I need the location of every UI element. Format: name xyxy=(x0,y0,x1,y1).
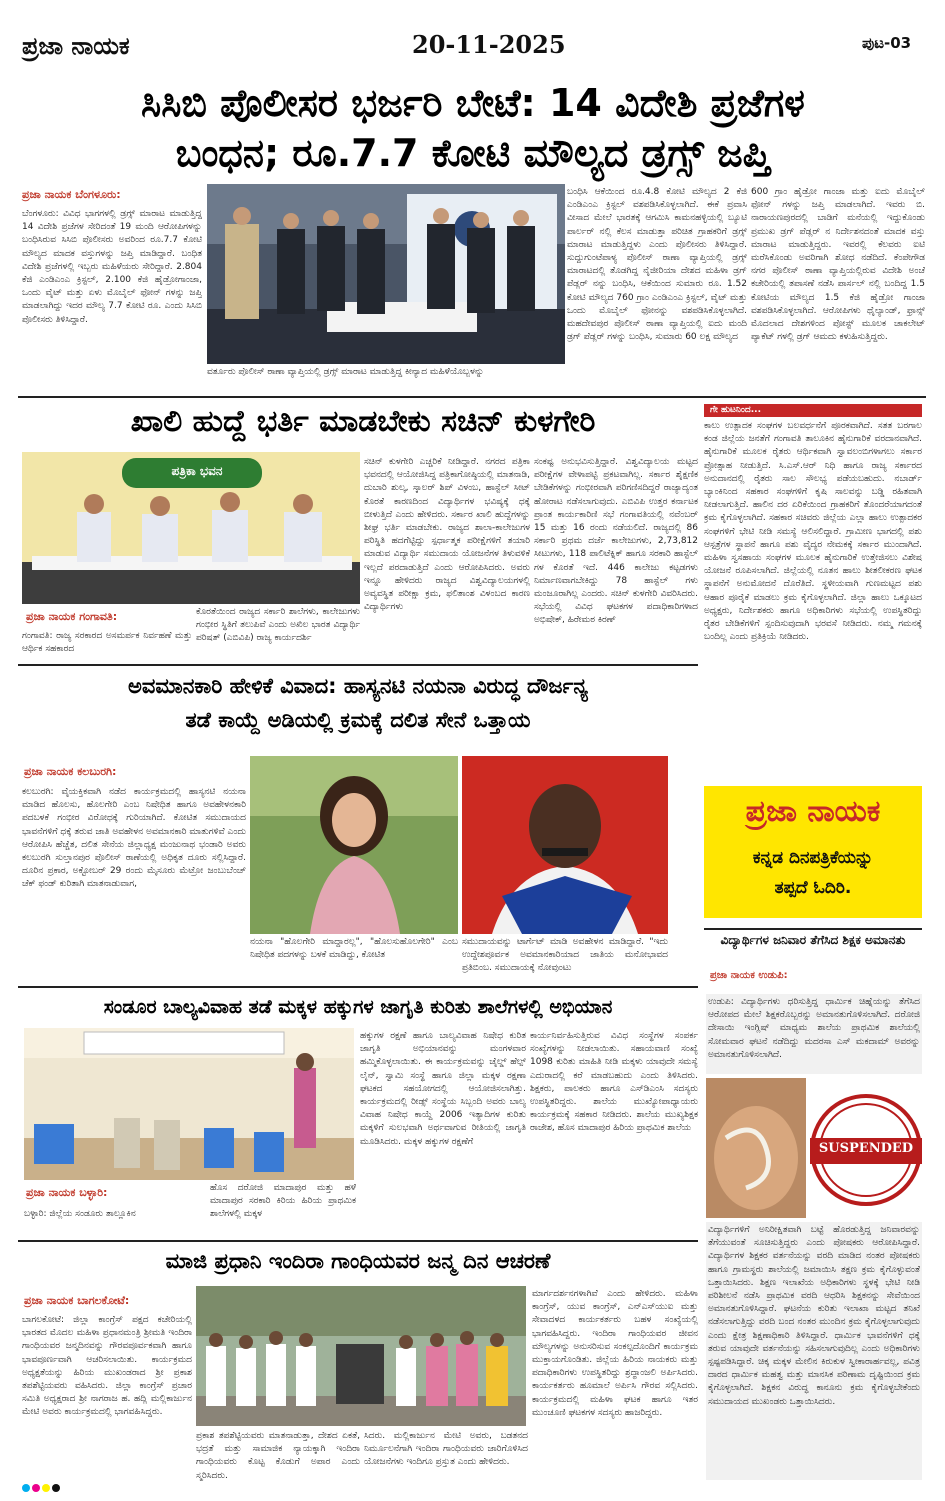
story2-column-4: ಸಂಕಷ್ಟ ಅನುಭವಿಸುತ್ತಿದ್ದಾರೆ. ವಿಶ್ವವಿದ್ಯಾಲಯ ಮಟ್ಟದ ಪರೀಕ್ಷೆಗಳ ವೇಳಾಪಟ್ಟಿ ಪ್ರಕಟವಾಗಿಲ್ಲ. ಸರ್ಕಾರ ಶೈಕ್ಷಣಿಕ ಬೇಡಿಕೆಗಳನ್ನು ಗಂಭೀರವಾಗಿ ಪರಿಗಣಿಸದಿದ್ದರೆ ರಾಜ್ಯಾದ್ಯಂತ ಹೋರಾಟ ನಡೆಸಲಾಗುವುದು. ಎಬಿವಿಪಿ ಉತ್ತರ ಕರ್ನಾಟಕ ಪ್ರಾಂತ ಕಾರ್ಯಕಾರಿಣಿ ಸಭೆ ಗಂಗಾವತಿಯಲ್ಲಿ ನವೆಂಬರ್ 15 ಮತ್ತು 16 ರಂದು ನಡೆಯಲಿದೆ. ರಾಜ್ಯದಲ್ಲಿ 86 ಸರ್ಕಾರಿ ಪ್ರಥಮ ದರ್ಜೆ ಕಾಲೇಜುಗಳು, 2,73,812 ಸೀಟುಗಳು, 118 ಪಾಲಿಟೆಕ್ನಿಕ್ ಹಾಗೂ ಸರಕಾರಿ ಹಾಸ್ಟೆಲ್ ಗಳ ಕೊರತೆ ಇದೆ. 446 ಕಾಲೇಜು ಕಟ್ಟಡಗಳು ನಿರ್ಮಾಣವಾಗಬೇಕಿದ್ದು 78 ಹಾಸ್ಟೆಲ್ ಗಳು ಮಂಜೂರಾಗಿಲ್ಲ ಎಂದರು. ಸಚಿನ್ ಕುಳಗೇರಿ ವಿವರಿಸಿದರು. ಸಭೆಯಲ್ಲಿ ವಿವಿಧ ಘಟಕಗಳ ಪದಾಧಿಕಾರಿಗಳಾದ ಅಭಿಷೇಕ್, ಹಿರೇಮಠ ಕಿರಣ್ xyxy=(534,457,698,626)
story3-caption-1: ನಯನಾ "ಹೊಲಗೇರಿ ಮಾದ್ದಾರಲ್ಲ", "ಹೊಲಸುಹೊಲಗೇರಿ" ಎಂಬ ನಿಷೇಧಿತ ಪದಗಳನ್ನು ಬಳಕೆ ಮಾಡಿದ್ದು, ಕೋಟಿತ xyxy=(250,937,458,960)
story5-headline: ಮಾಜಿ ಪ್ರಧಾನಿ ಇಂದಿರಾ ಗಾಂಧಿಯವರ ಜನ್ಮ ದಿನ ಆಚರಣೆ xyxy=(165,1249,551,1273)
story6-text-1: ಉಡುಪಿ: ವಿದ್ಯಾರ್ಥಿಗಳು ಧರಿಸುತ್ತಿದ್ದ ಧಾರ್ಮಿಕ ಚಿಹ್ನೆಯನ್ನು ತೆಗೆಸಿದ ಆರೋಪದ ಮೇಲೆ ಶಿಕ್ಷಕರೊಬ್ಬರನ್ನು ಅಮಾನತುಗೊಳಿಸಲಾಗಿದೆ. ದರೋಜಿ ದೇಸಾಯಿ ಇಂಗ್ಲಿಷ್ ಮಾಧ್ಯಮ ಶಾಲೆಯ ಪ್ರಾಥಮಿಕ ಶಾಲೆಯಲ್ಲಿ ಸೋಮವಾರ ಘಟನೆ ನಡೆದಿದ್ದು ಮದರಸಾ ಎಸ್ ಮಕದಾಮ್ ಅವರನ್ನು ಅಮಾನತುಗೊಳಿಸಲಾಗಿದೆ. xyxy=(706,994,922,1074)
story2-photo-press-meet xyxy=(22,452,360,604)
story3-photo-actress xyxy=(250,756,458,934)
story4-column-4: ಕಾರ್ಯನಿರ್ವಹಿಸುತ್ತಿರುವ ವಿವಿಧ ಸಂಸ್ಥೆಗಳ ಸಂಪರ್ಕ ಸಂಖ್ಯೆಗಳನ್ನು ನೀಡಲಾಯಿತು. ಸಹಾಯವಾಣಿ ಸಂಖ್ಯೆ 1098 ಕುರಿತು ಮಾಹಿತಿ ನೀಡಿ ಮಕ್ಕಳು ಯಾವುದೇ ಸಮಸ್ಯೆ ಎದುರಾದಲ್ಲಿ ಕರೆ ಮಾಡಬಹುದು ಎಂದು ತಿಳಿಸಿದರು. ಶಿಕ್ಷಕರು, ಪಾಲಕರು ಹಾಗೂ ಎಸ್‌ಡಿಎಂಸಿ ಸದಸ್ಯರು ಉಪಸ್ಥಿತರಿದ್ದರು. ಶಾಲೆಯ ಮುಖ್ಯೋಪಾಧ್ಯಾಯರು ಕಾರ್ಯಕ್ರಮಕ್ಕೆ ಸಹಕಾರ ನೀಡಿದರು. ಶಾಲೆಯ ಮುಖ್ಯಶಿಕ್ಷಕ ರಾಜೇಶ, ಹೊಸ ಮಾದಾಪುರ ಹಿರಿಯ ಪ್ರಾಥಮಿಕ ಶಾಲೆಯ xyxy=(530,1031,698,1134)
color-registration-marks xyxy=(22,1484,62,1494)
story1-headline-line2: ಬಂಧನ; ರೂ.7.7 ಕೋಟಿ ಮೌಲ್ಯದ ಡ್ರಗ್ಸ್ ಜಪ್ತಿ xyxy=(175,131,771,175)
divider xyxy=(18,664,698,666)
continuation-text: ಕಾಲು ಉತ್ಪಾದಕ ಸಂಘಗಳ ಬಲವರ್ಧನೆಗೆ ಪೂರಕವಾಗಿದೆ. ಸತತ ಬರಗಾಲ ಕಂಡ ಜಿಲ್ಲೆಯ ಜನತೆಗೆ ಗಂಗಾವತಿ ತಾಲೂಕಿನ ಹೈನುಗಾರಿಕೆ ವರದಾನವಾಗಿದೆ. ಹೈನುಗಾರಿಕೆ ಮೂಲಕ ರೈತರು ಆರ್ಥಿಕವಾಗಿ ಸ್ವಾವಲಂಬಿಗಳಾಗಲು ಸರ್ಕಾರ ಪ್ರೋತ್ಸಾಹ ನೀಡುತ್ತಿದೆ. ಸಿ.ಎಸ್.ಆರ್ ನಿಧಿ ಹಾಗೂ ರಾಜ್ಯ ಸರ್ಕಾರದ ಅನುದಾನದಲ್ಲಿ ರೈತರು ಸಾಲ ಸೌಲಭ್ಯ ಪಡೆಯಬಹುದು. ನಬಾರ್ಡ್ ಬ್ಯಾಂಕಿನಿಂದ ಸಹಕಾರ ಸಂಘಗಳಿಗೆ ಕೃಷಿ ಸಾಲವನ್ನು ಬಡ್ಡಿ ರಹಿತವಾಗಿ ನೀಡಲಾಗುತ್ತಿದೆ. ಹಾಲಿನ ದರ ಏರಿಕೆಯಿಂದ ಗ್ರಾಹಕರಿಗೆ ತೊಂದರೆಯಾಗದಂತೆ ಕ್ರಮ ಕೈಗೊಳ್ಳಲಾಗಿದೆ. ಸಹಕಾರ ಸಚಿವರು ಜಿಲ್ಲೆಯ ಎಲ್ಲಾ ಹಾಲು ಉತ್ಪಾದಕರ ಸಂಘಗಳಿಗೆ ಭೇಟಿ ನೀಡಿ ಸಮಸ್ಯೆ ಆಲಿಸಲಿದ್ದಾರೆ. ಗ್ರಾಮೀಣ ಭಾಗದಲ್ಲಿ ಪಶು ಆಸ್ಪತ್ರೆಗಳ ಸ್ಥಾಪನೆ ಹಾಗೂ ಪಶು ವೈದ್ಯರ ನೇಮಕಕ್ಕೆ ಸರ್ಕಾರ ಮುಂದಾಗಿದೆ. ಮಹಿಳಾ ಸ್ವಸಹಾಯ ಸಂಘಗಳ ಮೂಲಕ ಹೈನುಗಾರಿಕೆ ಉತ್ತೇಜಿಸಲು ವಿಶೇಷ ಯೋಜನೆ ರೂಪಿಸಲಾಗಿದೆ. ಜಿಲ್ಲೆಯಲ್ಲಿ ನೂತನ ಹಾಲು ಶೀತಲೀಕರಣ ಘಟಕ ಸ್ಥಾಪನೆಗೆ ಅನುಮೋದನೆ ದೊರೆತಿದೆ. ಸ್ಥಳೀಯವಾಗಿ ಗುಣಮಟ್ಟದ ಪಶು ಆಹಾರ ಪೂರೈಕೆ ಮಾಡಲು ಕ್ರಮ ಕೈಗೊಳ್ಳಲಾಗಿದೆ. ಜಿಲ್ಲಾ ಹಾಲು ಒಕ್ಕೂಟದ ಅಧ್ಯಕ್ಷರು, ನಿರ್ದೇಶಕರು ಹಾಗೂ ಅಧಿಕಾರಿಗಳು ಸಭೆಯಲ್ಲಿ ಉಪಸ್ಥಿತರಿದ್ದು ರೈತರ ಬೇಡಿಕೆಗಳಿಗೆ ಸ್ಪಂದಿಸುವುದಾಗಿ ಭರವಸೆ ನೀಡಿದರು. ನಮ್ಮ ಗಮನಕ್ಕೆ ಬಂದಿಲ್ಲ ಎಂದು ಪ್ರತಿಕ್ರಿಯೆ ನೀಡಿದರು. xyxy=(704,421,922,643)
divider xyxy=(18,986,698,988)
story5-column-3: ಸಿದರು. ಮಲ್ಲಿಕಾರ್ಜುನ ಮೇಟಿ ಅವರು, ಬಡತನದ ನಿರ್ಮೂಲನೆಗಾಗಿ ಇಂದಿರಾ ಗಾಂಧಿಯವರು ಜಾರಿಗೊಳಿಸಿದ ಯೋಜನೆಗಳು ಇಂದಿಗೂ ಪ್ರಸ್ತುತ ಎಂದು ಹೇಳಿದರು. xyxy=(364,1431,528,1468)
story1-column-3: 600 ಗ್ರಾಂ ಹೈಡ್ರೋ ಗಾಂಜಾ ಮತ್ತು ಐದು ಮೊಬೈಲ್ ಫೋನ್ ಗಳನ್ನು ಜಪ್ತಿ ಮಾಡಲಾಗಿದೆ. ಇವರು ಬಿ. ನಾರಾಯಣಪುರದಲ್ಲಿ ಬಾಡಿಗೆ ಮನೆಯಲ್ಲಿ ಇದ್ದುಕೊಂಡು ಪ್ರಮುಖ ಡ್ರಗ್ ಪೆಡ್ಲರ್ ನ ನಿರ್ದೇಶನದಂತೆ ಮಾದಕ ವಸ್ತು ಮಾರಾಟ ಮಾಡುತ್ತಿದ್ದರು. ಇವರಲ್ಲಿ ಕೆಲವರು ಐಟಿ ಮರೆಸಿಕೊಂಡು ಅವರಿಗಾಗಿ ಶೋಧ ನಡೆದಿದೆ. ಕೆಂಪೇಗೌಡ ನಗರ ಪೊಲೀಸ್ ಠಾಣಾ ವ್ಯಾಪ್ತಿಯಲ್ಲಿರುವ ವಿದೇಶಿ ಅಂಚೆ ಕಚೇರಿಯಲ್ಲಿ ತಪಾಸಣೆ ನಡೆಸಿ ಪಾರ್ಸಲ್ ನಲ್ಲಿ ಬಂದಿದ್ದ 1.5 ಕೋಟಿಯ ಮೌಲ್ಯದ 1.5 ಕೆಜಿ ಹೈಡ್ರೋ ಗಾಂಜಾ ವಶಪಡಿಸಿಕೊಳ್ಳಲಾಗಿದೆ. ಆರೋಪಿಗಳು ಥೈಲ್ಯಾಂಡ್, ಫ್ರಾನ್ಸ್ ಮೊದಲಾದ ದೇಶಗಳಿಂದ ಪೋಸ್ಟ್ ಮೂಲಕ ಚಾಕಲೇಟ್ ಪ್ಯಾಕೆಟ್ ಗಳಲ್ಲಿ ಡ್ರಗ್ ಆಮದು ಕಳುಹಿಸುತ್ತಿದ್ದರು. xyxy=(751,187,925,343)
story2-column-2: ಕೊರತೆಯಿಂದ ರಾಜ್ಯದ ಸರ್ಕಾರಿ ಶಾಲೆಗಳು, ಕಾಲೇಜುಗಳು ಗಂಭೀರ ಸ್ಥಿತಿಗೆ ತಲುಪಿವೆ ಎಂದು ಅಖಿಲ ಭಾರತ ವಿದ್ಯಾರ್ಥಿ ಪರಿಷತ್ (ಎಬಿವಿಪಿ) ರಾಜ್ಯ ಕಾರ್ಯದರ್ಶಿ xyxy=(196,607,360,644)
story3-column-1: ಕಲಬುರಗಿ: ವೈಯಕ್ತಿಕವಾಗಿ ನಡೆದ ಕಾರ್ಯಕ್ರಮದಲ್ಲಿ ಹಾಸ್ಯನಟಿ ನಯನಾ ಮಾಡಿದ ಹೊಲಸು, ಹೊಲಗೇರಿ ಎಂಬ ನಿಷೇಧಿತ ಹಾಗೂ ಅವಹೇಳನಕಾರಿ ಪದಬಳಕೆ ಗಂಭೀರ ವಿರೋಧಕ್ಕೆ ಗುರಿಯಾಗಿದೆ. ಕೋಟಿತ ಸಮುದಾಯದ ಭಾವನೆಗಳಿಗೆ ಧಕ್ಕೆ ತರುವ ಜಾತಿ ಅವಹೇಳನ ಅವಮಾನಕಾರಿ ಮಾತುಗಳಿವೆ ಎಂದು ಆರೋಪಿಸಿ ಹೆಚ್ಚೆತ, ದಲಿತ ಸೇನೆಯ ಜಿಲ್ಲಾಧ್ಯಕ್ಷ ಮಂಜುನಾಥ ಭಂಡಾರಿ ಅವರು ಕಲಬುರಗಿ ಸುಲ್ತಾನಪುರ ಪೊಲೀಸ್ ಠಾಣೆಯಲ್ಲಿ ಅಧಿಕೃತ ದೂರು ಸಲ್ಲಿಸಿದ್ದಾರೆ. ದೂರಿನ ಪ್ರಕಾರ, ಅಕ್ಟೋಬರ್ 29 ರಂದು ಮೈಸೂರು ಮೆಟ್ರೋ ಜಂಬುಬೆಂಚ್ ಚೆಕ್ ಫಂಡ್ ಕುರಿತಾಗಿ ಮಾತನಾಡುವಾಗ, xyxy=(22,787,246,890)
divider xyxy=(18,1240,698,1242)
story3-caption-2: ಸಮುದಾಯವನ್ನು ಟಾರ್ಗೆಟ್ ಮಾಡಿ ಅವಹೇಳನ ಮಾಡಿದ್ದಾರೆ. "ಇದು ಉದ್ದೇಶಪೂರ್ವಕ ಅವಮಾನಕಾರಿಯಾದ ಜಾತಿಯ ಮನೋಭಾವದ ಪ್ರತಿಬಿಂಬ. ಸಮುದಾಯಕ್ಕೆ ನೋವುಂಟು xyxy=(462,937,668,973)
divider xyxy=(18,396,926,398)
page-number: ಪುಟ-03 xyxy=(862,34,912,52)
story1-photo-caption: ವರ್ತೂರು ಪೊಲೀಸ್ ಠಾಣಾ ವ್ಯಾಪ್ತಿಯಲ್ಲಿ ಡ್ರಗ್ಸ್ ಮಾರಾಟ ಮಾಡುತ್ತಿದ್ದ ಕೀನ್ಯಾದ ಮಹಿಳೆಯೊಬ್ಬಳನ್ನು xyxy=(207,367,484,377)
promo-box xyxy=(704,786,922,918)
story2-byline: ಪ್ರಜಾ ನಾಯಕ ಗಂಗಾವತಿ: xyxy=(26,610,118,623)
divider xyxy=(704,928,922,930)
promo-line-2: ತಪ್ಪದೆ ಓದಿರಿ. xyxy=(774,878,852,898)
story6-headline: ವಿದ್ಯಾರ್ಥಿಗಳ ಜನಿವಾರ ತೆಗೆಸಿದ ಶಿಕ್ಷಕ ಅಮಾನತು xyxy=(720,933,906,947)
story4-column-1: ಬಳ್ಳಾರಿ: ಜಿಲ್ಲೆಯ ಸಂಡೂರು ತಾಲ್ಲೂಕಿನ xyxy=(24,1209,136,1219)
story4-column-3: ಹಕ್ಕುಗಳ ರಕ್ಷಣೆ ಹಾಗೂ ಬಾಲ್ಯವಿವಾಹ ನಿಷೇಧ ಕುರಿತ ಜಾಗೃತಿ ಅಭಿಯಾನವನ್ನು ಮಂಗಳವಾರ ಹಮ್ಮಿಕೊಳ್ಳಲಾಯಿತು. ಈ ಕಾರ್ಯಕ್ರಮವನ್ನು ಚೈಲ್ಡ್ ಹೆಲ್ಪ್ ಲೈನ್, ಸ್ವಾಮಿ ಸಂಸ್ಥೆ ಹಾಗೂ ಜಿಲ್ಲಾ ಮಕ್ಕಳ ರಕ್ಷಣಾ ಘಟಕದ ಸಹಯೋಗದಲ್ಲಿ ಆಯೋಜಿಸಲಾಗಿತ್ತು. ಕಾರ್ಯಕ್ರಮದಲ್ಲಿ ರೀಡ್ಸ್ ಸಂಸ್ಥೆಯ ಸಿಬ್ಬಂದಿ ಅವರು ಬಾಲ್ಯ ವಿವಾಹ ನಿಷೇಧ ಕಾಯ್ದೆ 2006 ಇತ್ಯಾದಿಗಳ ಕುರಿತು ಮಕ್ಕಳಿಗೆ ಸುಲಭವಾಗಿ ಅರ್ಥವಾಗುವ ರೀತಿಯಲ್ಲಿ ಜಾಗೃತಿ ಮೂಡಿಸಿದರು. ಮಕ್ಕಳ ಹಕ್ಕುಗಳ ರಕ್ಷಣೆಗೆ xyxy=(360,1031,526,1147)
story3-headline-line1: ಅವಮಾನಕಾರಿ ಹೇಳಿಕೆ ವಿವಾದ: ಹಾಸ್ಯನಟಿ ನಯನಾ ವಿರುದ್ಧ ದೌರ್ಜನ್ಯ xyxy=(128,674,588,698)
story4-column-2: ಹೊಸ ದರೋಜಿ ಮಾದಾಪುರ ಮತ್ತು ಹಳೆ ಮಾದಾಪುರ ಸರಕಾರಿ ಕಿರಿಯ ಹಿರಿಯ ಪ್ರಾಥಮಿಕ ಶಾಲೆಗಳಲ್ಲಿ ಮಕ್ಕಳ xyxy=(210,1183,356,1220)
suspended-stamp: SUSPENDED xyxy=(818,1141,914,1156)
story5-byline: ಪ್ರಜಾ ನಾಯಕ ಬಾಗಲಕೋಟೆ: xyxy=(24,1294,130,1307)
story3-byline: ಪ್ರಜಾ ನಾಯಕ ಕಲಬುರಗಿ: xyxy=(24,765,117,778)
press-bhavan-banner: ಪತ್ರಿಕಾ ಭವನ xyxy=(171,464,223,478)
story2-column-3: ಸಚಿನ್ ಕುಳಗೇರಿ ಎಚ್ಚರಿಕೆ ನೀಡಿದ್ದಾರೆ. ನಗರದ ಪತ್ರಿಕಾ ಭವನದಲ್ಲಿ ಆಯೋಜಿಸಿದ್ದ ಪತ್ರಿಕಾಗೋಷ್ಠಿಯಲ್ಲಿ ಮಾತನಾಡಿ, ದುಬಾರಿ ಶುಲ್ಕ, ಸ್ಕಾಲರ್ ಶಿಪ್ ವಿಳಂಬ, ಹಾಸ್ಟೆಲ್ ಸೀಟ್ ಕೊರತೆ ಕಾರಣದಿಂದ ವಿದ್ಯಾರ್ಥಿಗಳ ಭವಿಷ್ಯಕ್ಕೆ ಧಕ್ಕೆ ಬೀಳುತ್ತಿದೆ ಎಂದು ಹೇಳಿದರು. ಸರ್ಕಾರ ಖಾಲಿ ಹುದ್ದೆಗಳನ್ನು ಶೀಘ್ರ ಭರ್ತಿ ಮಾಡಬೇಕು. ರಾಜ್ಯದ ಶಾಲಾ-ಕಾಲೇಜುಗಳ ಪರಿಸ್ಥಿತಿ ಹದಗೆಟ್ಟಿದ್ದು ಸ್ಪರ್ಧಾತ್ಮಕ ಪರೀಕ್ಷೆಗಳಿಗೆ ತಯಾರಿ ಮಾಡುವ ವಿದ್ಯಾರ್ಥಿ ಸಮುದಾಯ ಯೋಜನೆಗಳ ತಿಳುವಳಿಕೆ ಇಲ್ಲದೆ ಪರದಾಡುತ್ತಿದೆ ಎಂದು ಆರೋಪಿಸಿದರು. ಅವರು ಇನ್ನೂ ಹೇಳಿದರು ರಾಜ್ಯದ ವಿಶ್ವವಿದ್ಯಾಲಯಗಳಲ್ಲಿ ಅವ್ಯವಸ್ಥಿತ ಪರೀಕ್ಷಾ ಕ್ರಮ, ಫಲಿತಾಂಶ ವಿಳಂಬದ ಕಾರಣ ವಿದ್ಯಾರ್ಥಿಗಳು xyxy=(364,457,530,613)
story1-photo-police-seizure xyxy=(207,184,565,364)
story1-byline: ಪ್ರಜಾ ನಾಯಕ ಬೆಂಗಳೂರು: xyxy=(22,188,121,201)
story6-photo-thread xyxy=(706,1078,922,1218)
story4-headline: ಸಂಡೂರ ಬಾಲ್ಯವಿವಾಹ ತಡೆ ಮಕ್ಕಳ ಹಕ್ಕುಗಳ ಜಾಗೃತಿ ಕುರಿತು ಶಾಲೆಗಳಲ್ಲಿ ಅಭಿಯಾನ xyxy=(103,996,613,1018)
story1-column-2: ಬಂಧಿಸಿ ಆಕೆಯಿಂದ ರೂ.4.8 ಕೋಟಿ ಮೌಲ್ಯದ 2 ಕೆಜಿ ಎಂಡಿಎಂಎ ಕ್ರಿಸ್ಟಲ್ ವಶಪಡಿಸಿಕೊಳ್ಳಲಾಗಿದೆ. ಈಕೆ ಪ್ರವಾಸಿ ವೀಸಾದ ಮೇಲೆ ಭಾರತಕ್ಕೆ ಆಗಮಿಸಿ ಕಾಮನಹಳ್ಳಿಯಲ್ಲಿ ಬ್ಯೂಟಿ ಪಾರ್ಲರ್ ನಲ್ಲಿ ಕೆಲಸ ಮಾಡುತ್ತಾ ಪರಿಚಿತ ಗ್ರಾಹಕರಿಗೆ ಡ್ರಗ್ಸ್ ಮಾರಾಟ ಮಾಡುತ್ತಿದ್ದಳು ಎಂದು ಪೊಲೀಸರು ತಿಳಿಸಿದ್ದಾರೆ. ಸುದ್ದುಗುಂಟೆಪಾಳ್ಯ ಪೊಲೀಸ್ ಠಾಣಾ ವ್ಯಾಪ್ತಿಯಲ್ಲಿ ಡ್ರಗ್ಸ್ ಮಾರಾಟದಲ್ಲಿ ತೊಡಗಿದ್ದ ನೈಜೀರಿಯಾ ದೇಶದ ಮಹಿಳಾ ಡ್ರಗ್ ಪೆಡ್ಲರ್ ನನ್ನು ಬಂಧಿಸಿ, ಆಕೆಯಿಂದ ಸುಮಾರು ರೂ. 1.52 ಕೋಟಿ ಮೌಲ್ಯದ 760 ಗ್ರಾಂ ಎಂಡಿಎಂಎ ಕ್ರಿಸ್ಟಲ್, ವೈಟ್ ಮತ್ತು ಒಂದು ಮೊಬೈಲ್ ಫೋನನ್ನು ವಶಪಡಿಸಿಕೊಳ್ಳಲಾಗಿದೆ. ಮಹದೇವಪುರ ಪೊಲೀಸ್ ಠಾಣಾ ವ್ಯಾಪ್ತಿಯಲ್ಲಿ ಐದು ಮಂದಿ ಡ್ರಗ್ ಪೆಡ್ಲರ್ ಗಳನ್ನು ಬಂಧಿಸಿ, ಸುಮಾರು 60 ಲಕ್ಷ ಮೌಲ್ಯದ xyxy=(567,187,747,343)
story4-photo-school xyxy=(24,1028,354,1180)
promo-title: ಪ್ರಜಾ ನಾಯಕ xyxy=(745,794,881,829)
newspaper-name: ಪ್ರಜಾ ನಾಯಕ xyxy=(22,32,130,60)
masthead xyxy=(0,0,945,80)
story3-headline-line2: ತಡೆ ಕಾಯ್ದೆ ಅಡಿಯಲ್ಲಿ ಕ್ರಮಕ್ಕೆ ದಲಿತ ಸೇನೆ ಒತ್ತಾಯ xyxy=(185,708,531,732)
story5-column-4: ಮಾರ್ಗದರ್ಶನಗಳಾಗಿವೆ ಎಂದು ಹೇಳಿದರು. ಮಹಿಳಾ ಕಾಂಗ್ರೆಸ್, ಯುವ ಕಾಂಗ್ರೆಸ್, ಎನ್‌ಎಸ್‌ಯುಐ ಮತ್ತು ಸೇವಾದಳದ ಕಾರ್ಯಕರ್ತರು ಬಹಳ ಸಂಖ್ಯೆಯಲ್ಲಿ ಭಾಗವಹಿಸಿದ್ದರು. ಇಂದಿರಾ ಗಾಂಧಿಯವರ ಜೀವನ ಮೌಲ್ಯಗಳನ್ನು ಅನುಸರಿಸುವ ಸಂಕಲ್ಪದೊಂದಿಗೆ ಕಾರ್ಯಕ್ರಮ ಮುಕ್ತಾಯಗೊಂಡಿತು. ಜಿಲ್ಲೆಯ ಹಿರಿಯ ನಾಯಕರು ಮತ್ತು ಪದಾಧಿಕಾರಿಗಳು ಉಪಸ್ಥಿತರಿದ್ದು ಶ್ರದ್ಧಾಂಜಲಿ ಅರ್ಪಿಸಿದರು. ಕಾರ್ಯಕರ್ತರು ಹೂಮಾಲೆ ಅರ್ಪಿಸಿ ಗೌರವ ಸಲ್ಲಿಸಿದರು. ಕಾರ್ಯಕ್ರಮದಲ್ಲಿ ಮಹಿಳಾ ಘಟಕ ಹಾಗೂ ಇತರ ಮುಂಚೂಣಿ ಘಟಕಗಳ ಸದಸ್ಯರು ಹಾಜರಿದ್ದರು. xyxy=(532,1289,698,1418)
story4-byline: ಪ್ರಜಾ ನಾಯಕ ಬಳ್ಳಾರಿ: xyxy=(26,1186,108,1199)
story1-column-1: ಬೆಂಗಳೂರು: ವಿವಿಧ ಭಾಗಗಳಲ್ಲಿ ಡ್ರಗ್ಸ್ ಮಾರಾಟ ಮಾಡುತ್ತಿದ್ದ 14 ವಿದೇಶಿ ಪ್ರಜೆಗಳ ಸೇರಿದಂತೆ 19 ಮಂದಿ ಆರೋಪಿಗಳನ್ನು ಬಂಧಿಸಿರುವ ಸಿಸಿಬಿ ಪೊಲೀಸರು ಅವರಿಂದ ರೂ.7.7 ಕೋಟಿ ಮೌಲ್ಯದ ಮಾದಕ ವಸ್ತುಗಳನ್ನು ಜಪ್ತಿ ಮಾಡಿದ್ದಾರೆ. ಬಂಧಿತ ವಿದೇಶಿ ಪ್ರಜೆಗಳಲ್ಲಿ ಇಬ್ಬರು ಮಹಿಳೆಯರು ಸೇರಿದ್ದಾರೆ. 2.804 ಕೆಜಿ ಎಂಡಿಎಂಎ ಕ್ರಿಸ್ಟಲ್, 2.100 ಕೆಜಿ ಹೈಡ್ರೋಗಾಂಜಾ, ಒಂದು ವೈಟ್ ಮತ್ತು ಏಳು ಮೊಬೈಲ್ ಫೋನ್ ಗಳನ್ನು ಜಪ್ತಿ ಮಾಡಲಾಗಿದ್ದು ಇದರ ಮೌಲ್ಯ 7.7 ಕೋಟಿ ರೂ. ಎಂದು ಸಿಸಿಬಿ ಪೊಲೀಸರು ತಿಳಿಸಿದ್ದಾರೆ. xyxy=(22,209,202,325)
story3-photo-leader xyxy=(462,756,668,934)
story1-headline-line1: ಸಿಸಿಬಿ ಪೊಲೀಸರ ಭರ್ಜರಿ ಬೇಟೆ: 14 ವಿದೇಶಿ ಪ್ರಜೆಗಳ xyxy=(141,81,805,125)
story6-byline: ಪ್ರಜಾ ನಾಯಕ ಉಡುಪಿ: xyxy=(710,970,788,981)
story5-photo-congress xyxy=(196,1286,526,1426)
continuation-heading: ಗೇ ಹುಟನಿಂದ... xyxy=(704,404,922,417)
story2-column-1: ಗಂಗಾವತಿ: ರಾಜ್ಯ ಸರಕಾರದ ಅಸಮರ್ಪಕ ನಿರ್ವಹಣೆ ಮತ್ತು ಆರ್ಥಿಕ ಸಹಕಾರದ xyxy=(22,631,192,655)
story6-text-2: ವಿದ್ಯಾರ್ಥಿಗಳಿಗೆ ಅನಿರೀಕ್ಷಿತವಾಗಿ ಬಟ್ಟೆ ಹೊರಡುತ್ತಿದ್ದ ಜನಿವಾರವನ್ನು ತೆಗೆಯುವಂತೆ ಸೂಚಿಸುತ್ತಿದ್ದರು ಎಂದು ಪೋಷಕರು ಆರೋಪಿಸಿದ್ದಾರೆ. ವಿದ್ಯಾರ್ಥಿಗಳ ಶಿಕ್ಷಕರ ವರ್ತನೆಯನ್ನು ವರದಿ ಮಾಡಿದ ನಂತರ ಪೋಷಕರು ಹಾಗೂ ಗ್ರಾಮಸ್ಥರು ಶಾಲೆಯಲ್ಲಿ ಜಮಾಯಿಸಿ ತಕ್ಷಣ ಕ್ರಮ ಕೈಗೊಳ್ಳುವಂತೆ ಒತ್ತಾಯಿಸಿದರು. ಶಿಕ್ಷಣ ಇಲಾಖೆಯ ಅಧಿಕಾರಿಗಳು ಸ್ಥಳಕ್ಕೆ ಭೇಟಿ ನೀಡಿ ಪರಿಶೀಲನೆ ನಡೆಸಿ ಪ್ರಾಥಮಿಕ ವರದಿ ಆಧರಿಸಿ ಶಿಕ್ಷಕನನ್ನು ಸೇವೆಯಿಂದ ಅಮಾನತುಗೊಳಿಸಿದ್ದಾರೆ. ಘಟನೆಯ ಕುರಿತು ಇಲಾಖಾ ಮಟ್ಟದ ತನಿಖೆ ನಡೆಸಲಾಗುತ್ತಿದ್ದು ವರದಿ ಬಂದ ನಂತರ ಮುಂದಿನ ಕ್ರಮ ಕೈಗೊಳ್ಳಲಾಗುವುದು ಎಂದು ಕ್ಷೇತ್ರ ಶಿಕ್ಷಣಾಧಿಕಾರಿ ತಿಳಿಸಿದ್ದಾರೆ. ಧಾರ್ಮಿಕ ಭಾವನೆಗಳಿಗೆ ಧಕ್ಕೆ ತರುವ ಯಾವುದೇ ವರ್ತನೆಯನ್ನು ಸಹಿಸಲಾಗುವುದಿಲ್ಲ ಎಂದು ಅಧಿಕಾರಿಗಳು ಸ್ಪಷ್ಟಪಡಿಸಿದ್ದಾರೆ. ಚಿಕ್ಕ ಮಕ್ಕಳ ಮೇಲಿನ ಕಿರುಕುಳ ಸ್ವೀಕಾರಾರ್ಹವಲ್ಲ, ಪವಿತ್ರ ದಾರದ ಧಾರ್ಮಿಕ ಮಹತ್ವ ಮತ್ತು ಮಾನಸಿಕ ಪರಿಣಾಮ ದೃಷ್ಟಿಯಿಂದ ಕ್ರಮ ಕೈಗೊಳ್ಳಲಾಗಿದೆ. ಶಿಕ್ಷಕನ ವಿರುದ್ಧ ಕಾನೂನು ಕ್ರಮ ಕೈಗೊಳ್ಳಬೇಕೆಂದು ಸಮುದಾಯದ ಮುಖಂಡರು ಒತ್ತಾಯಿಸಿದರು. xyxy=(706,1222,922,1480)
issue-date: 20-11-2025 xyxy=(412,30,566,59)
promo-line-1: ಕನ್ನಡ ದಿನಪತ್ರಿಕೆಯನ್ನು xyxy=(752,848,874,868)
story2-headline: ಖಾಲಿ ಹುದ್ದೆ ಭರ್ತಿ ಮಾಡಬೇಕು ಸಚಿನ್ ಕುಳಗೇರಿ xyxy=(130,404,596,439)
story5-column-2: ಪ್ರಕಾಶ ತಪಶೆಟ್ಟಿಯವರು ಮಾತನಾಡುತ್ತಾ, ದೇಶದ ಏಕತೆ, ಭದ್ರತೆ ಮತ್ತು ಸಾಮಾಜಿಕ ನ್ಯಾಯಕ್ಕಾಗಿ ಇಂದಿರಾ ಗಾಂಧಿಯವರು ಕೊಟ್ಟ ಕೊಡುಗೆ ಅಪಾರ ಎಂದು ಸ್ಮರಿಸಿದರು. xyxy=(196,1431,360,1481)
story5-column-1: ಬಾಗಲಕೋಟೆ: ಜಿಲ್ಲಾ ಕಾಂಗ್ರೆಸ್ ಪಕ್ಷದ ಕಚೇರಿಯಲ್ಲಿ ಭಾರತದ ಮೊದಲ ಮಹಿಳಾ ಪ್ರಧಾನಮಂತ್ರಿ ಶ್ರೀಮತಿ ಇಂದಿರಾ ಗಾಂಧಿಯವರ ಜನ್ಮದಿನವನ್ನು ಗೌರವಪೂರ್ವಕವಾಗಿ ಹಾಗೂ ಭಾವಪೂರ್ಣವಾಗಿ ಆಚರಿಸಲಾಯಿತು. ಕಾರ್ಯಕ್ರಮದ ಅಧ್ಯಕ್ಷತೆಯನ್ನು ಹಿರಿಯ ಮುಖಂಡರಾದ ಶ್ರೀ ಪ್ರಕಾಶ ತಪಶೆಟ್ಟಿಯವರು ವಹಿಸಿದರು. ಜಿಲ್ಲಾ ಕಾಂಗ್ರೆಸ್ ಪ್ರಚಾರ ಸಮಿತಿ ಅಧ್ಯಕ್ಷರಾದ ಶ್ರೀ ನಾಗರಾಜ ಹ. ಹದ್ಲಿ ಮಲ್ಲಿಕಾರ್ಜುನ ಮೇಟಿ ಅವರು ಕಾರ್ಯಕ್ರಮದಲ್ಲಿ ಭಾಗವಹಿಸಿದ್ದರು. xyxy=(22,1315,192,1418)
